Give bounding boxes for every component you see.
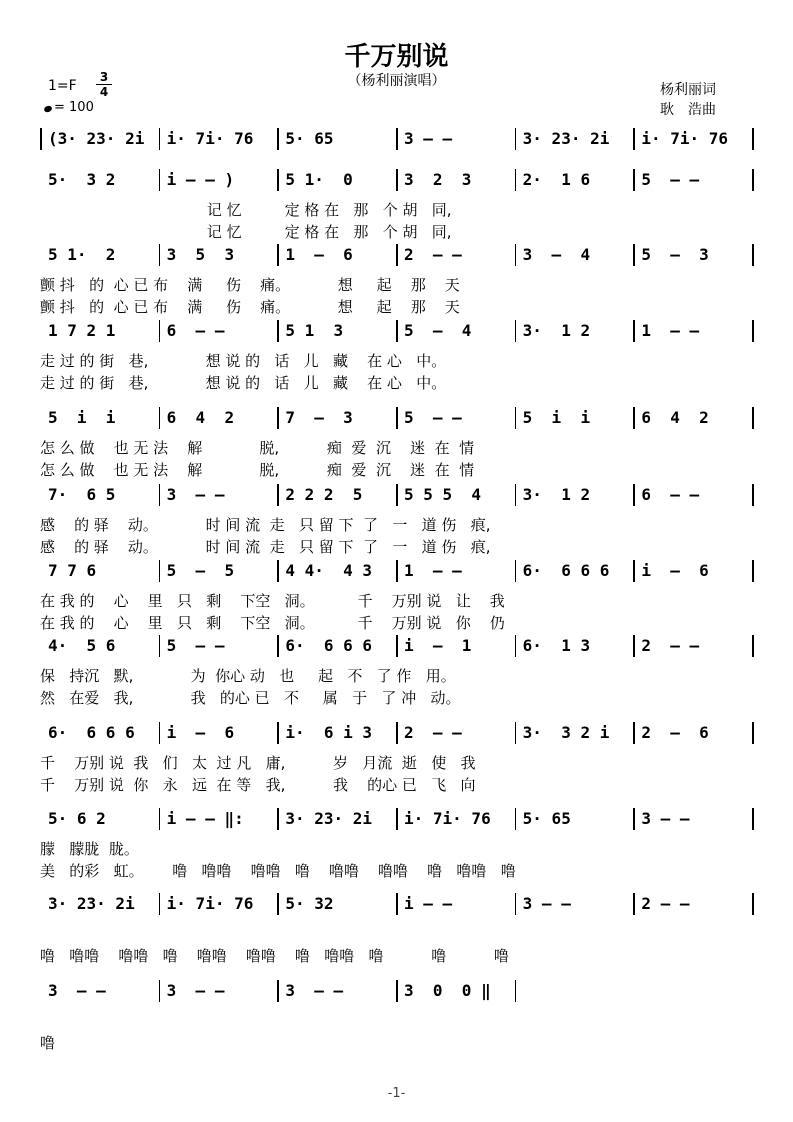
measure: 4· 5 6	[48, 636, 116, 655]
lyric-line: 感 的 驿 动。 时 间 流 走 只 留 下 了 一 道 伤 痕,	[40, 516, 491, 534]
measure: i· 7i· 76	[641, 129, 729, 148]
bar-line	[515, 980, 517, 1002]
bar-line	[515, 560, 517, 582]
lyric-line: 颤 抖 的 心 已 布 满 伤 痛。 想 起 那 天	[40, 276, 460, 294]
lyric-line: 噜	[40, 1034, 56, 1052]
bar-line	[159, 560, 161, 582]
lyric-line	[40, 1010, 760, 1032]
score-system	[40, 631, 760, 709]
measure: 6· 1 3	[522, 636, 591, 655]
bar-line	[396, 320, 398, 342]
notation-line	[40, 556, 760, 586]
lyric-line: 怎 么 做 也 无 法 解 脱, 痴 爱 沉 迷 在 情	[40, 461, 475, 479]
lyric-line: 走 过 的 街 巷, 想 说 的 话 儿 藏 在 心 中。	[40, 352, 447, 370]
notation-line	[40, 240, 760, 270]
measure: i· 7i· 76	[404, 809, 491, 828]
measure: 3 – –	[285, 981, 344, 1000]
bar-line	[515, 244, 517, 266]
measure: 5 – 4	[404, 321, 472, 340]
bar-line	[633, 722, 635, 744]
bar-line	[396, 244, 398, 266]
measure: 6 4 2	[166, 408, 235, 427]
key-signature: 1=F	[48, 78, 77, 94]
bar-line	[159, 980, 161, 1002]
bar-line	[752, 244, 754, 266]
measure: i – 6	[166, 723, 235, 742]
bar-line	[396, 893, 398, 915]
measure: 5 – –	[404, 408, 462, 427]
measure: 2 2 2 5	[285, 485, 363, 504]
measure: 3· 1 2	[522, 321, 591, 340]
lyric-line: 美 的彩 虹。 噜 噜噜 噜噜 噜 噜噜 噜噜 噜 噜噜 噜	[40, 862, 516, 880]
score-system	[40, 889, 760, 967]
measure: 3 5 3	[166, 245, 235, 264]
bar-line	[752, 320, 754, 342]
bar-line	[277, 169, 279, 191]
measure: i – – ‖:	[166, 809, 244, 828]
measure: 6· 6 6 6	[48, 723, 135, 742]
measure: 1 – –	[404, 561, 462, 580]
notation-line	[40, 718, 760, 748]
bar-line	[159, 320, 161, 342]
bar-line	[40, 128, 42, 150]
bar-line	[396, 635, 398, 657]
bar-line	[752, 560, 754, 582]
bar-line	[752, 808, 754, 830]
lyric-line: 噜 噜噜 噜噜 噜 噜噜 噜噜 噜 噜噜 噜 噜 噜	[40, 947, 509, 965]
bar-line	[515, 484, 517, 506]
bar-line	[633, 808, 635, 830]
bar-line	[752, 893, 754, 915]
lyric-line: 感 的 驿 动。 时 间 流 走 只 留 下 了 一 道 伤 痕,	[40, 538, 491, 556]
bar-line	[515, 128, 517, 150]
measure: 3· 23· 2i	[522, 129, 610, 148]
measure: 3· 23· 2i	[285, 809, 373, 828]
lyricist: 杨利丽词	[660, 82, 716, 98]
measure: 5 – 5	[166, 561, 235, 580]
lyric-line: 怎 么 做 也 无 法 解 脱, 痴 爱 沉 迷 在 情	[40, 439, 475, 457]
bar-line	[277, 560, 279, 582]
bar-line	[396, 407, 398, 429]
bar-line	[633, 128, 635, 150]
bar-line	[633, 407, 635, 429]
bar-line	[159, 635, 161, 657]
lyric-line: 记 忆 定 格 在 那 个 胡 同,	[40, 201, 452, 219]
measure: i – –	[404, 894, 453, 913]
measure: 6· 6 6 6	[285, 636, 373, 655]
lyric-line: 朦 朦胧 胧。	[40, 840, 139, 858]
score-system	[40, 804, 760, 882]
lyric-line: 走 过 的 街 巷, 想 说 的 话 儿 藏 在 心 中。	[40, 374, 447, 392]
page-number: -1-	[387, 1086, 406, 1101]
measure: i – – )	[166, 170, 235, 189]
bar-line	[633, 169, 635, 191]
measure: 7· 6 5	[48, 485, 116, 504]
measure: 5· 65	[522, 809, 571, 828]
measure: 5 1· 2	[48, 245, 116, 264]
measure: 2 – –	[641, 636, 700, 655]
measure: 1 7 2 1	[48, 321, 116, 340]
bar-line	[159, 808, 161, 830]
bar-line	[633, 635, 635, 657]
bar-line	[752, 635, 754, 657]
notation-line	[40, 976, 760, 1006]
song-title: 千万别说	[344, 42, 449, 72]
bar-line	[277, 407, 279, 429]
bar-line	[515, 320, 517, 342]
lyric-line: 千 万别 说 你 永 远 在 等 我, 我 的心 已 飞 向	[40, 776, 476, 794]
measure: 3 – –	[404, 129, 453, 148]
bar-line	[277, 722, 279, 744]
bar-line	[277, 980, 279, 1002]
score-system	[40, 718, 760, 796]
measure: 5· 3 2	[48, 170, 116, 189]
lyric-line: 颤 抖 的 心 已 布 满 伤 痛。 想 起 那 天	[40, 298, 460, 316]
measure: 2 – –	[404, 245, 462, 264]
lyric-line: 在 我 的 心 里 只 剩 下空 洞。 千 万别 说 让 我	[40, 592, 505, 610]
notation-line	[40, 165, 760, 195]
measure: i· 7i· 76	[166, 129, 254, 148]
measure: 5 i i	[522, 408, 591, 427]
measure: 6 – –	[641, 485, 700, 504]
bar-line	[277, 635, 279, 657]
bar-line	[515, 407, 517, 429]
bar-line	[515, 635, 517, 657]
tempo-marking	[44, 100, 94, 115]
score-system	[40, 480, 760, 558]
bar-line	[515, 722, 517, 744]
measure: 5 5 5 4	[404, 485, 482, 504]
score-system	[40, 403, 760, 481]
lyric-line: 保 持沉 默, 为 你心 动 也 起 不 了 作 用。	[40, 667, 456, 685]
bar-line	[752, 407, 754, 429]
score-system	[40, 976, 760, 1054]
bar-line	[277, 128, 279, 150]
bar-line	[277, 320, 279, 342]
measure: i – 1	[404, 636, 472, 655]
measure: 3 2 3	[404, 170, 472, 189]
bar-line	[159, 722, 161, 744]
bar-line	[633, 320, 635, 342]
measure: 5 – –	[641, 170, 700, 189]
measure: 3 – 4	[522, 245, 591, 264]
measure: 6 – –	[166, 321, 225, 340]
measure: 4 4· 4 3	[285, 561, 373, 580]
bar-line	[752, 128, 754, 150]
bar-line	[396, 169, 398, 191]
time-signature	[96, 70, 112, 99]
measure: 5 i i	[48, 408, 116, 427]
lyric-line	[40, 923, 760, 945]
measure: 7 7 6	[48, 561, 97, 580]
notation-line	[40, 889, 760, 919]
notation-line	[40, 480, 760, 510]
measure: 3 – –	[166, 981, 225, 1000]
measure: 3 – –	[166, 485, 225, 504]
measure: 6 4 2	[641, 408, 709, 427]
bar-line	[515, 808, 517, 830]
bar-line	[633, 560, 635, 582]
bar-line	[752, 722, 754, 744]
measure: 3· 3 2 i	[522, 723, 610, 742]
measure: 3 – –	[641, 809, 690, 828]
tempo-value: = 100	[54, 100, 94, 115]
measure: 3· 23· 2i	[48, 894, 135, 913]
score-system	[40, 165, 760, 243]
measure: 5 1· 0	[285, 170, 353, 189]
bar-line	[396, 484, 398, 506]
bar-line	[159, 484, 161, 506]
notation-line	[40, 631, 760, 661]
bar-line	[515, 169, 517, 191]
measure: 7 – 3	[285, 408, 353, 427]
bar-line	[396, 722, 398, 744]
bar-line	[396, 980, 398, 1002]
score-system	[40, 556, 760, 634]
notation-line	[40, 124, 760, 154]
bar-line	[396, 128, 398, 150]
measure: (3· 23· 2i	[48, 129, 145, 148]
bar-line	[159, 244, 161, 266]
lyric-line: 千 万别 说 我 们 太 过 凡 庸, 岁 月流 逝 使 我	[40, 754, 476, 772]
bar-line	[515, 893, 517, 915]
measure: 5· 32	[285, 894, 334, 913]
measure: 3· 1 2	[522, 485, 591, 504]
bar-line	[752, 169, 754, 191]
measure: 3 0 0 ‖	[404, 981, 491, 1000]
composer: 耿 浩曲	[660, 102, 716, 118]
bar-line	[633, 484, 635, 506]
lyric-line: 记 忆 定 格 在 那 个 胡 同,	[40, 223, 452, 241]
quarter-note-icon	[43, 105, 53, 113]
bar-line	[752, 484, 754, 506]
score-system	[40, 240, 760, 318]
bar-line	[277, 808, 279, 830]
measure: 6· 6 6 6	[522, 561, 610, 580]
score-system	[40, 124, 760, 154]
lyric-line: 然 在爱 我, 我 的心 已 不 属 于 了 冲 动。	[40, 689, 461, 707]
bar-line	[159, 893, 161, 915]
bar-line	[159, 128, 161, 150]
measure: 1 – 6	[285, 245, 353, 264]
bar-line	[633, 893, 635, 915]
bar-line	[396, 560, 398, 582]
measure: 3 – –	[48, 981, 106, 1000]
bar-line	[277, 484, 279, 506]
measure: 2 – –	[641, 894, 690, 913]
measure: 2 – 6	[641, 723, 709, 742]
score-system	[40, 316, 760, 394]
bar-line	[633, 244, 635, 266]
bar-line	[277, 893, 279, 915]
notation-line	[40, 804, 760, 834]
measure: 5 – –	[166, 636, 225, 655]
measure: 5 1 3	[285, 321, 344, 340]
measure: 5 – 3	[641, 245, 709, 264]
measure: i – 6	[641, 561, 709, 580]
meter-bottom: 4	[99, 85, 109, 99]
meter-top: 3	[99, 70, 109, 84]
measure: 3 – –	[522, 894, 571, 913]
measure: 2· 1 6	[522, 170, 591, 189]
notation-line	[40, 316, 760, 346]
bar-line	[159, 169, 161, 191]
bar-line	[277, 244, 279, 266]
credits	[660, 80, 716, 120]
measure: 1 – –	[641, 321, 700, 340]
bar-line	[396, 808, 398, 830]
measure: 2 – –	[404, 723, 462, 742]
lyric-line: 在 我 的 心 里 只 剩 下空 洞。 千 万别 说 你 仍	[40, 614, 505, 632]
measure: 5· 65	[285, 129, 334, 148]
measure: i· 7i· 76	[166, 894, 254, 913]
song-subtitle: （杨利丽演唱）	[347, 73, 446, 89]
measure: 5· 6 2	[48, 809, 106, 828]
notation-line	[40, 403, 760, 433]
measure: i· 6 i 3	[285, 723, 373, 742]
bar-line	[159, 407, 161, 429]
